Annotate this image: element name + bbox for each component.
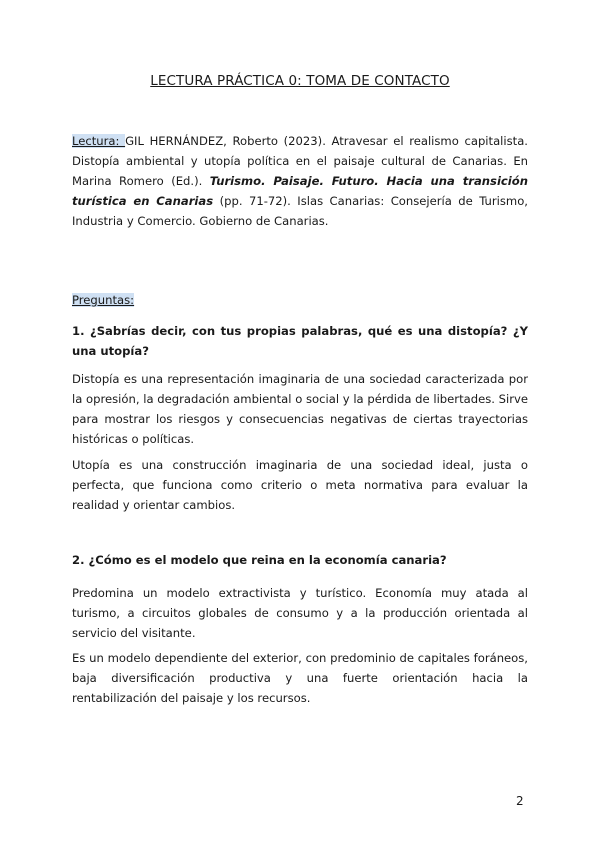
reading-reference (72, 131, 528, 231)
question-2: 2. ¿Cómo es el modelo que reina en la economía canaria? (72, 553, 447, 567)
reading-book-title: Turismo. Paisaje. Futuro. Hacia una transición turística en Canarias (72, 174, 528, 208)
questions-heading (72, 290, 528, 310)
page-number: 2 (516, 794, 524, 808)
reading-text-2: (pp. 71-72). Islas Canarias: Consejería de Turismo, Industria y Comercio. Gobierno de Canarias. (72, 194, 528, 228)
reading-label: Lectura: (72, 134, 126, 148)
answer-2-model: Predomina un modelo extractivista y turístico. Economía muy atada al turismo, a circuitos globales de consumo y a la producción orientada al servicio del visitante. (72, 586, 528, 640)
answer-1-distopia: Distopía es una representación imaginaria de una sociedad caracterizada por la opresión, la degradación ambiental o social y la pérdida de libertades. Sirve para mostrar los riesgos y consecuencias negativas de ciertas trayectorias históricas o políticas. (72, 372, 528, 446)
questions-label: Preguntas: (72, 293, 135, 307)
question-1: 1. ¿Sabrías decir, con tus propias palabras, qué es una distopía? ¿Y una utopía? (72, 324, 528, 358)
answer-2-dependency: Es un modelo dependiente del exterior, con predominio de capitales foráneos, baja diversificación productiva y una fuerte orientación hacia la rentabilización del paisaje y los recursos. (72, 651, 528, 705)
reading-text-1: GIL HERNÁNDEZ, Roberto (2023). Atravesar el realismo capitalista. Distopía ambiental y utopía política en el paisaje cultural de Canarias. En Marina Romero (Ed.). (72, 134, 528, 188)
answer-1-utopia: Utopía es una construcción imaginaria de una sociedad ideal, justa o perfecta, que funciona como criterio o meta normativa para evaluar la realidad y orientar cambios. (72, 458, 528, 512)
page-title: LECTURA PRÁCTICA 0: TOMA DE CONTACTO (150, 73, 450, 89)
